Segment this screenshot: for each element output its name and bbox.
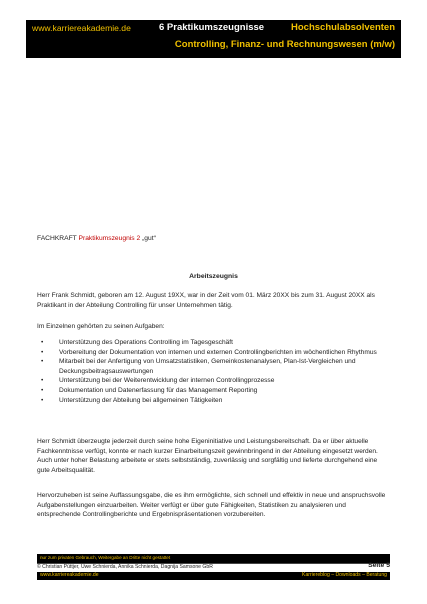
footer-copyright: © Christian Püttjer, Uwe Schnierda, Annika Schnierda, Dagnija Samsone GbR bbox=[37, 564, 213, 570]
header-audience: Hochschulabsolventen bbox=[291, 22, 395, 33]
intro-paragraph: Herr Frank Schmidt, geboren am 12. August 19XX, war in der Zeit vom 01. März 20XX bis zum 31. August 20XX als Praktikant in der Abteilung Controlling für unser Unternehmen tätig. bbox=[37, 292, 375, 309]
list-item bbox=[37, 338, 389, 348]
skills-paragraph: Hervorzuheben ist seine Auffassungsgabe, die es ihm ermöglichte, sich schnell und effektiv in neue und anspruchsvolle Aufgabenstellungen einzuarbeiten. Weiter verfügt er über gute Fähigkeiten, Statistiken zu analysieren und entsprechende Controllingberichte und Ergebnispräsentationen vorzubereiten. bbox=[37, 492, 386, 518]
list-item bbox=[37, 396, 389, 406]
kicker-label: Praktikumszeugnis 2 bbox=[78, 235, 141, 242]
list-item-text: Mitarbeit bei der Anfertigung von Umsatzstatistiken, Gemeinkostenanalysen, Plan-Ist-Vergleichen und Deckungsbeitragsauswertungen bbox=[59, 358, 356, 375]
task-list bbox=[37, 338, 389, 405]
list-item bbox=[37, 357, 389, 376]
performance-paragraph: Herr Schmidt überzeugte jederzeit durch seine hohe Eigeninitiative und Leistungsbereitschaft. Da er über aktuelle Fachkenntnisse verfügt, konnte er nach kurzer Einarbeitungszeit gewinnbringend in der Abteilung eingesetzt werden. Auch unter hoher Belastung arbeitete er stets selbstständig, zuverlässig und sorgfältig und lieferte durchgehend eine gute Arbeitsqualität. bbox=[37, 438, 378, 474]
list-item bbox=[37, 348, 389, 358]
document-title: Arbeitszeugnis bbox=[189, 273, 238, 280]
kicker-prefix: FACHKRAFT bbox=[37, 235, 79, 242]
footer-note: nur zum privaten Gebrauch, Weitergabe an Dritte nicht gestattet bbox=[40, 555, 171, 560]
tasks-intro: Im Einzelnen gehörten zu seinen Aufgaben: bbox=[37, 323, 165, 330]
footer-nav-links[interactable]: Karriereblog – Downloads – Beratung bbox=[302, 572, 387, 578]
bullet-icon: • bbox=[41, 377, 44, 385]
bullet-icon: • bbox=[41, 386, 44, 394]
header-title: 6 Praktikumszeugnisse bbox=[159, 22, 265, 33]
bullet-icon: • bbox=[41, 348, 44, 356]
kicker-suffix: „gut“ bbox=[140, 235, 156, 242]
bullet-icon: • bbox=[41, 358, 44, 366]
header-banner bbox=[26, 20, 401, 58]
list-item bbox=[37, 376, 389, 386]
list-item-text: Unterstützung des Operations Controlling im Tagesgeschäft bbox=[59, 339, 233, 346]
list-item-text: Vorbereitung der Dokumentation von internen und externen Controllingberichten im wöchentlichen Rhythmus bbox=[59, 348, 377, 356]
header-site-link[interactable]: www.karriereakademie.de bbox=[32, 23, 131, 33]
list-item-text: Unterstützung bei der Weiterentwicklung der internen Controllingprozesse bbox=[59, 377, 275, 385]
footer-site-link[interactable]: www.karriereakademie.de bbox=[40, 572, 99, 578]
document-kicker bbox=[37, 235, 156, 242]
list-item-text: Dokumentation und Datenerfassung für das Management Reporting bbox=[59, 386, 258, 394]
page-number: Seite 5 bbox=[368, 562, 390, 569]
bullet-icon: • bbox=[41, 339, 44, 346]
list-item-text: Unterstützung der Abteilung bei allgemeinen Tätigkeiten bbox=[59, 396, 223, 404]
bullet-icon: • bbox=[41, 396, 44, 404]
list-item bbox=[37, 386, 389, 396]
header-field: Controlling, Finanz- und Rechnungswesen (m/w) bbox=[174, 39, 395, 50]
